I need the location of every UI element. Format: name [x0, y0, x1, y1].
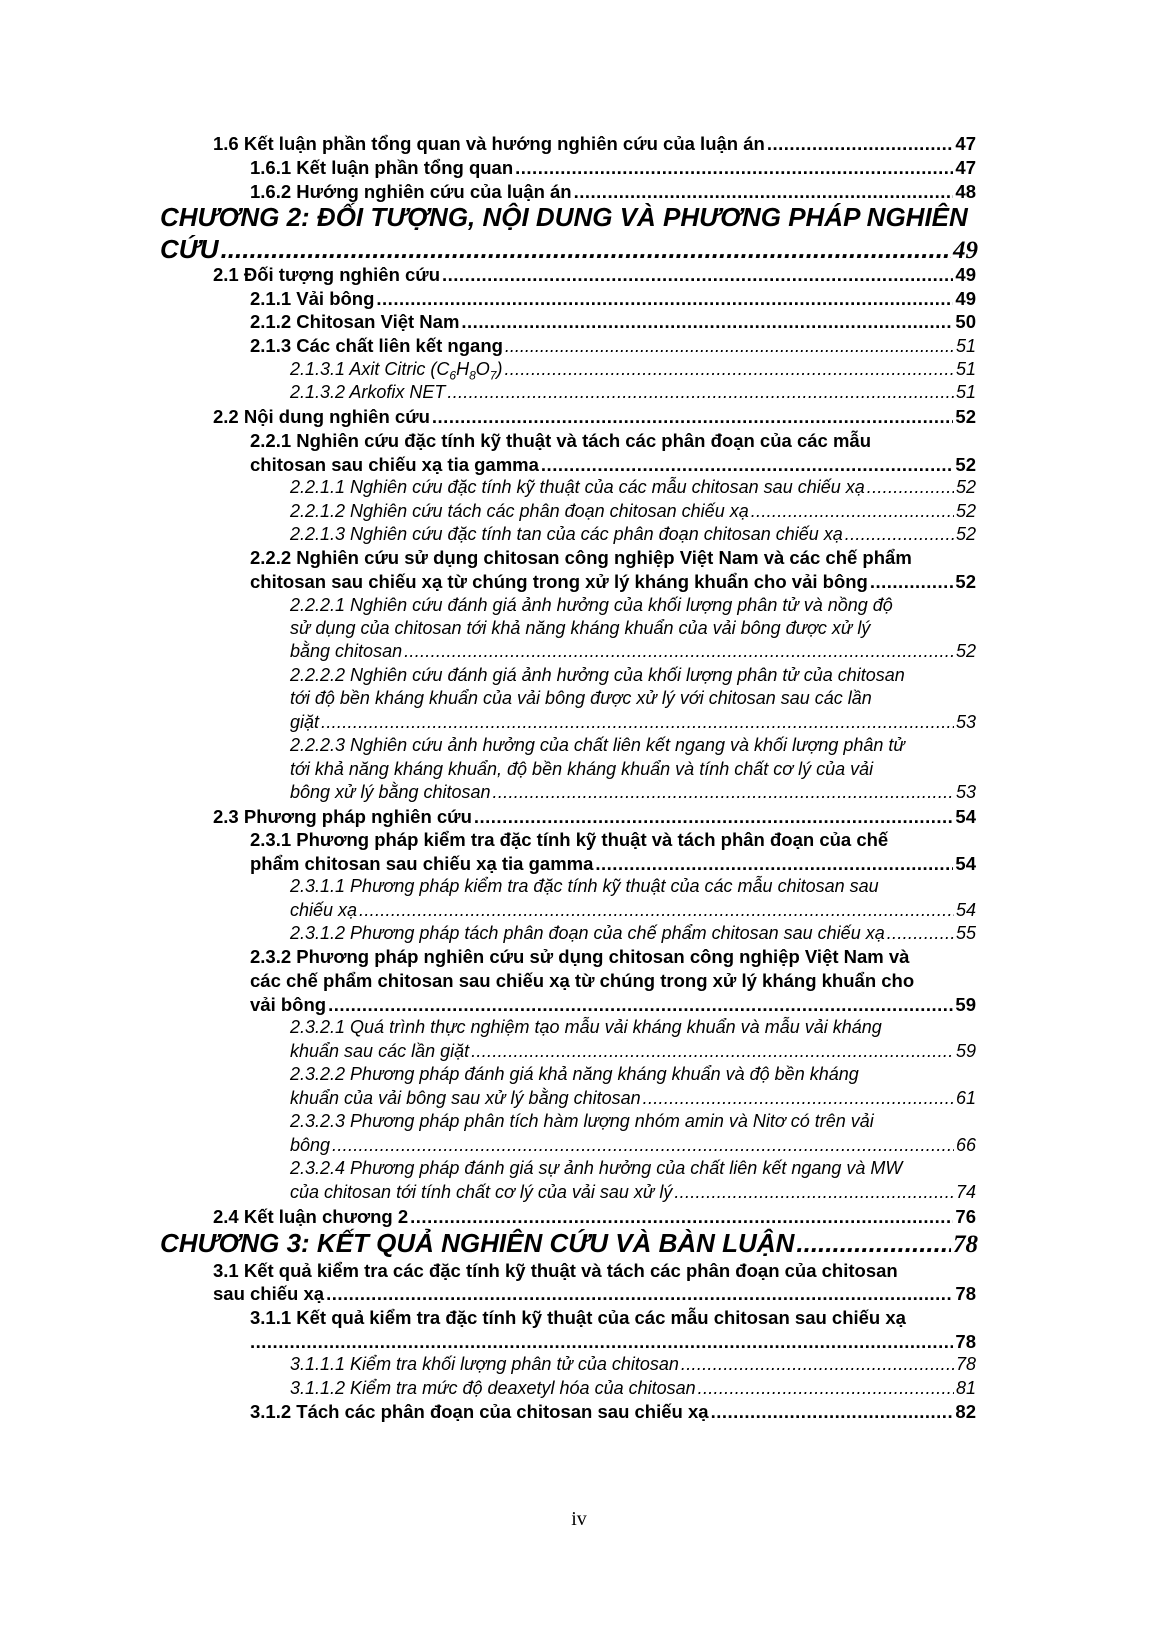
- toc-entry-2-1-3-1[interactable]: 2.1.3.1 Axit Citric $(C_6H_8O_7)$ ..... 51: [290, 359, 976, 380]
- dot-leader: [326, 1283, 953, 1305]
- toc-entry-2-1-3[interactable]: 2.1.3 Các chất liên kết ngang ..... 51: [250, 335, 976, 357]
- toc-entry-2-2-2[interactable]: chitosan sau chiếu xạ từ chúng trong xử lý kháng khuẩn cho vải bông ..... 52: [250, 571, 976, 593]
- toc-entry-3-1[interactable]: sau chiếu xạ ..... 78: [213, 1283, 976, 1305]
- toc-entry-2-2-2-1-line1[interactable]: 2.2.2.1 Nghiên cứu đánh giá ảnh hưởng của khối lượng phân tử và nồng độ: [290, 595, 893, 615]
- toc-entry-2-2-1-line1[interactable]: 2.2.1 Nghiên cứu đặc tính kỹ thuật và tách các phân đoạn của các mẫu: [250, 430, 871, 451]
- dot-leader: [504, 359, 954, 380]
- toc-entry-2-4[interactable]: 2.4 Kết luận chương 2 ..... 76: [213, 1206, 976, 1228]
- dot-leader: [887, 923, 954, 944]
- dot-leader: [751, 501, 954, 522]
- dot-leader: [474, 806, 954, 828]
- toc-entry-2-2[interactable]: 2.2 Nội dung nghiên cứu ..... 52: [213, 406, 976, 428]
- dot-leader: [442, 264, 953, 286]
- dot-leader: [515, 157, 953, 179]
- toc-entry-2-2-2-2[interactable]: giặt ..... 53: [290, 712, 976, 733]
- toc-entry-2-3-2-4[interactable]: của chitosan tới tính chất cơ lý của vải sau xử lý ..... 74: [290, 1182, 976, 1203]
- toc-entry-2-3-2-line1[interactable]: 2.3.2 Phương pháp nghiên cứu sử dụng chitosan công nghiệp Việt Nam và: [250, 946, 910, 967]
- dot-leader: [250, 1331, 953, 1353]
- dot-leader: [698, 1378, 954, 1399]
- toc-entry-2-3[interactable]: 2.3 Phương pháp nghiên cứu ..... 54: [213, 806, 976, 828]
- dot-leader: [410, 1206, 953, 1228]
- toc-entry-2-2-2-1[interactable]: bằng chitosan ..... 52: [290, 641, 976, 662]
- dot-leader: [332, 1135, 954, 1156]
- toc-entry-2-3-1-1-line1[interactable]: 2.3.1.1 Phương pháp kiểm tra đặc tính kỹ thuật của các mẫu chitosan sau: [290, 876, 879, 896]
- toc-entry-2-3-2-2[interactable]: khuẩn của vải bông sau xử lý bằng chitosan ..... 61: [290, 1088, 976, 1109]
- toc-entry-2-3-2-4-line1[interactable]: 2.3.2.4 Phương pháp đánh giá sự ảnh hưởng của chất liên kết ngang và MW: [290, 1158, 903, 1178]
- toc-entry-3-1-1-line1[interactable]: 3.1.1 Kết quả kiểm tra đặc tính kỹ thuật của các mẫu chitosan sau chiếu xạ: [250, 1307, 906, 1328]
- dot-leader: [321, 712, 954, 733]
- toc-entry-1-6-2[interactable]: 1.6.2 Hướng nghiên cứu của luận án ..... 48: [250, 181, 976, 203]
- dot-leader: [471, 1041, 954, 1062]
- toc-entry-2-3-2-3[interactable]: bông ..... 66: [290, 1135, 976, 1156]
- toc-entry-2-1-1[interactable]: 2.1.1 Vải bông ..... 49: [250, 288, 976, 310]
- toc-entry-2-2-1-3[interactable]: 2.2.1.3 Nghiên cứu đặc tính tan của các phân đoạn chitosan chiếu xạ ..... 52: [290, 524, 976, 545]
- dot-leader: [404, 641, 954, 662]
- toc-entry-2-3-1-line1[interactable]: 2.3.1 Phương pháp kiểm tra đặc tính kỹ thuật và tách phân đoạn của chế: [250, 829, 889, 850]
- toc-chapter-2[interactable]: CỨU ..... 49: [160, 234, 978, 265]
- dot-leader: [432, 406, 954, 428]
- toc-entry-2-3-2-1-line1[interactable]: 2.3.2.1 Quá trình thực nghiệm tạo mẫu vải kháng khuẩn và mẫu vải kháng: [290, 1017, 882, 1037]
- page-number: iv: [571, 1508, 587, 1530]
- toc-chapter-3[interactable]: CHƯƠNG 3: KẾT QUẢ NGHIÊN CỨU VÀ BÀN LUẬN ..... 78: [160, 1228, 978, 1259]
- toc-entry-1-6[interactable]: 1.6 Kết luận phần tổng quan và hướng nghiên cứu của luận án ..... 47: [213, 133, 976, 155]
- toc-entry-2-2-2-2-line1[interactable]: 2.2.2.2 Nghiên cứu đánh giá ảnh hưởng của khối lượng phân tử của chitosan: [290, 665, 905, 685]
- toc-entry-3-1-1-2[interactable]: 3.1.1.2 Kiểm tra mức độ deaxetyl hóa của chitosan ..... 81: [290, 1378, 976, 1399]
- toc-entry-2-2-2-1-line2[interactable]: sử dụng của chitosan tới khả năng kháng khuẩn của vải bông được xử lý: [290, 618, 871, 638]
- toc-entry-3-1-1[interactable]: ..... 78: [250, 1331, 976, 1353]
- toc-entry-2-2-2-3[interactable]: bông xử lý bằng chitosan ..... 53: [290, 782, 976, 803]
- formula-title: 2.1.3.1 Axit Citric $(C_6H_8O_7)$: [290, 359, 503, 383]
- toc-entry-2-3-2-line2[interactable]: các chế phẩm chitosan sau chiếu xạ từ chúng trong xử lý kháng khuẩn cho: [250, 970, 915, 991]
- dot-leader: [447, 382, 954, 403]
- dot-leader: [643, 1088, 954, 1109]
- dot-leader: [376, 288, 953, 310]
- toc-entry-2-2-1[interactable]: chitosan sau chiếu xạ tia gamma ..... 52: [250, 454, 976, 476]
- dot-leader: [845, 524, 954, 545]
- dot-leader: [493, 782, 954, 803]
- toc-entry-2-1[interactable]: 2.1 Đối tượng nghiên cứu ..... 49: [213, 264, 976, 286]
- toc-entry-2-2-2-line1[interactable]: 2.2.2 Nghiên cứu sử dụng chitosan công nghiệp Việt Nam và các chế phẩm: [250, 547, 912, 568]
- toc-entry-2-1-3-2[interactable]: 2.1.3.2 Arkofix NET ..... 51: [290, 382, 976, 403]
- toc-entry-3-1-line1[interactable]: 3.1 Kết quả kiểm tra các đặc tính kỹ thuật và tách các phân đoạn của chitosan: [213, 1260, 898, 1281]
- toc-entry-3-1-1-1[interactable]: 3.1.1.1 Kiểm tra khối lượng phân tử của chitosan ..... 78: [290, 1354, 976, 1375]
- dot-leader: [595, 853, 953, 875]
- toc-entry-2-2-1-1[interactable]: 2.2.1.1 Nghiên cứu đặc tính kỹ thuật của các mẫu chitosan sau chiếu xạ ..... 52: [290, 477, 976, 498]
- toc-entry-1-6-1[interactable]: 1.6.1 Kết luận phần tổng quan ..... 47: [250, 157, 976, 179]
- toc-entry-2-3-1-2[interactable]: 2.3.1.2 Phương pháp tách phân đoạn của chế phẩm chitosan sau chiếu xạ ..... 55: [290, 923, 976, 944]
- toc-entry-2-3-1[interactable]: phẩm chitosan sau chiếu xạ tia gamma ..... 54: [250, 853, 976, 875]
- toc-entry-2-2-2-3-line1[interactable]: 2.2.2.3 Nghiên cứu ảnh hưởng của chất liên kết ngang và khối lượng phân tử: [290, 735, 905, 755]
- toc-entry-2-3-1-1[interactable]: chiếu xạ ..... 54: [290, 900, 976, 921]
- toc-entry-2-2-2-3-line2[interactable]: tới khả năng kháng khuẩn, độ bền kháng khuẩn và tính chất cơ lý của vải: [290, 759, 874, 779]
- toc-entry-2-3-2-2-line1[interactable]: 2.3.2.2 Phương pháp đánh giá khả năng kháng khuẩn và độ bền kháng: [290, 1064, 859, 1084]
- dot-leader: [867, 477, 954, 498]
- toc-entry-2-2-1-2[interactable]: 2.2.1.2 Nghiên cứu tách các phân đoạn chitosan chiếu xạ ..... 52: [290, 501, 976, 522]
- dot-leader: [221, 234, 951, 265]
- dot-leader: [505, 336, 954, 357]
- dot-leader: [796, 1228, 951, 1259]
- toc-chapter-2-line1[interactable]: CHƯƠNG 2: ĐỐI TƯỢNG, NỘI DUNG VÀ PHƯƠNG PHÁP NGHIÊN: [160, 202, 968, 232]
- toc-entry-2-3-2[interactable]: vải bông ..... 59: [250, 994, 976, 1016]
- dot-leader: [870, 571, 954, 593]
- toc-entry-3-1-2[interactable]: 3.1.2 Tách các phân đoạn của chitosan sau chiếu xạ ..... 82: [250, 1401, 976, 1423]
- dot-leader: [711, 1401, 954, 1423]
- toc-entry-2-1-2[interactable]: 2.1.2 Chitosan Việt Nam ..... 50: [250, 311, 976, 333]
- toc-entry-2-3-2-1[interactable]: khuẩn sau các lần giặt ..... 59: [290, 1041, 976, 1062]
- toc-entry-2-2-2-2-line2[interactable]: tới độ bền kháng khuẩn của vải bông được xử lý với chitosan sau các lần: [290, 688, 872, 708]
- dot-leader: [674, 1182, 954, 1203]
- dot-leader: [359, 900, 954, 921]
- dot-leader: [541, 454, 954, 476]
- toc-entry-2-3-2-3-line1[interactable]: 2.3.2.3 Phương pháp phân tích hàm lượng nhóm amin và Nitơ có trên vải: [290, 1111, 874, 1131]
- dot-leader: [767, 133, 954, 155]
- dot-leader: [574, 181, 954, 203]
- dot-leader: [328, 994, 953, 1016]
- dot-leader: [461, 311, 953, 333]
- dot-leader: [681, 1354, 954, 1375]
